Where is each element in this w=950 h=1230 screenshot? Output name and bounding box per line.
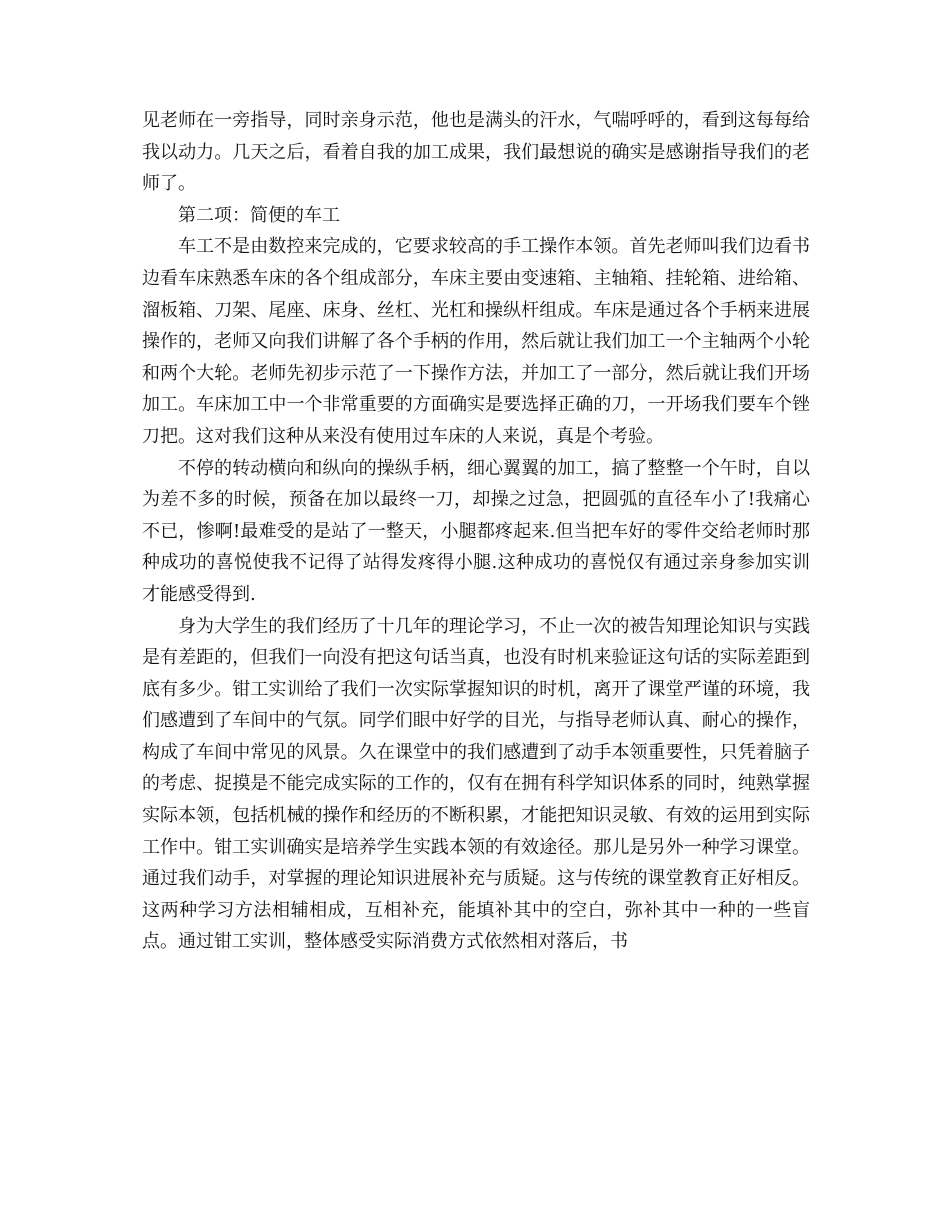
paragraph-lathe-experience: 不停的转动横向和纵向的操纵手柄，细心翼翼的加工，搞了整整一个午时，自以为差不多的时候，预备在加以最终一刀，却操之过急，把圆弧的直径车小了!我痛心不已，惨啊!最难受的是站了一整天，小腿都疼起来.但当把车好的零件交给老师时那种成功的喜悦使我不记得了站得发疼得小腿.这种成功的喜悦仅有通过亲身参加实训才能感受得到. [142, 457, 810, 605]
document-body [142, 105, 810, 958]
paragraph-reflection: 身为大学生的我们经历了十几年的理论学习，不止一次的被告知理论知识与实践是有差距的，但我们一向没有把这句话当真，也没有时机来验证这句话的实际差距到底有多少。钳工实训给了我们一次实际掌握知识的时机，离开了课堂严谨的环境，我们感遭到了车间中的气氛。同学们眼中好学的目光，与指导老师认真、耐心的操作，构成了车间中常见的风景。久在课堂中的我们感遭到了动手本领重要性，只凭着脑子的考虑、捉摸是不能完成实际的工作的，仅有在拥有科学知识体系的同时，纯熟掌握实际本领，包括机械的操作和经历的不断积累，才能把知识灵敏、有效的运用到实际工作中。钳工实训确实是培养学生实践本领的有效途径。那儿是另外一种学习课堂。通过我们动手，对掌握的理论知识进展补充与质疑。这与传统的课堂教育正好相反。这两种学习方法相辅相成，互相补充，能填补其中的空白，弥补其中一种的一些盲点。通过钳工实训，整体感受实际消费方式依然相对落后，书 [142, 615, 810, 953]
paragraph-lathe-intro: 车工不是由数控来完成的，它要求较高的手工操作本领。首先老师叫我们边看书边看车床熟悉车床的各个组成部分，车床主要由变速箱、主轴箱、挂轮箱、进给箱、溜板箱、刀架、尾座、床身、丝杠、光杠和操纵杆组成。车床是通过各个手柄来进展操作的，老师又向我们讲解了各个手柄的作用，然后就让我们加工一个主轴两个小轮和两个大轮。老师先初步示范了一下操作方法，并加工了一部分，然后就让我们开场加工。车床加工中一个非常重要的方面确实是要选择正确的刀，一开场我们要车个锉刀把。这对我们这种从来没有使用过车床的人来说，真是个考验。 [142, 236, 810, 447]
section-heading-lathe: 第二项：简便的车工 [178, 204, 340, 226]
paragraph-continuation: 见老师在一旁指导，同时亲身示范，他也是满头的汗水，气喘呼呼的，看到这每每给我以动力。几天之后，看着自我的加工成果，我们最想说的确实是感谢指导我们的老师了。 [142, 110, 810, 195]
